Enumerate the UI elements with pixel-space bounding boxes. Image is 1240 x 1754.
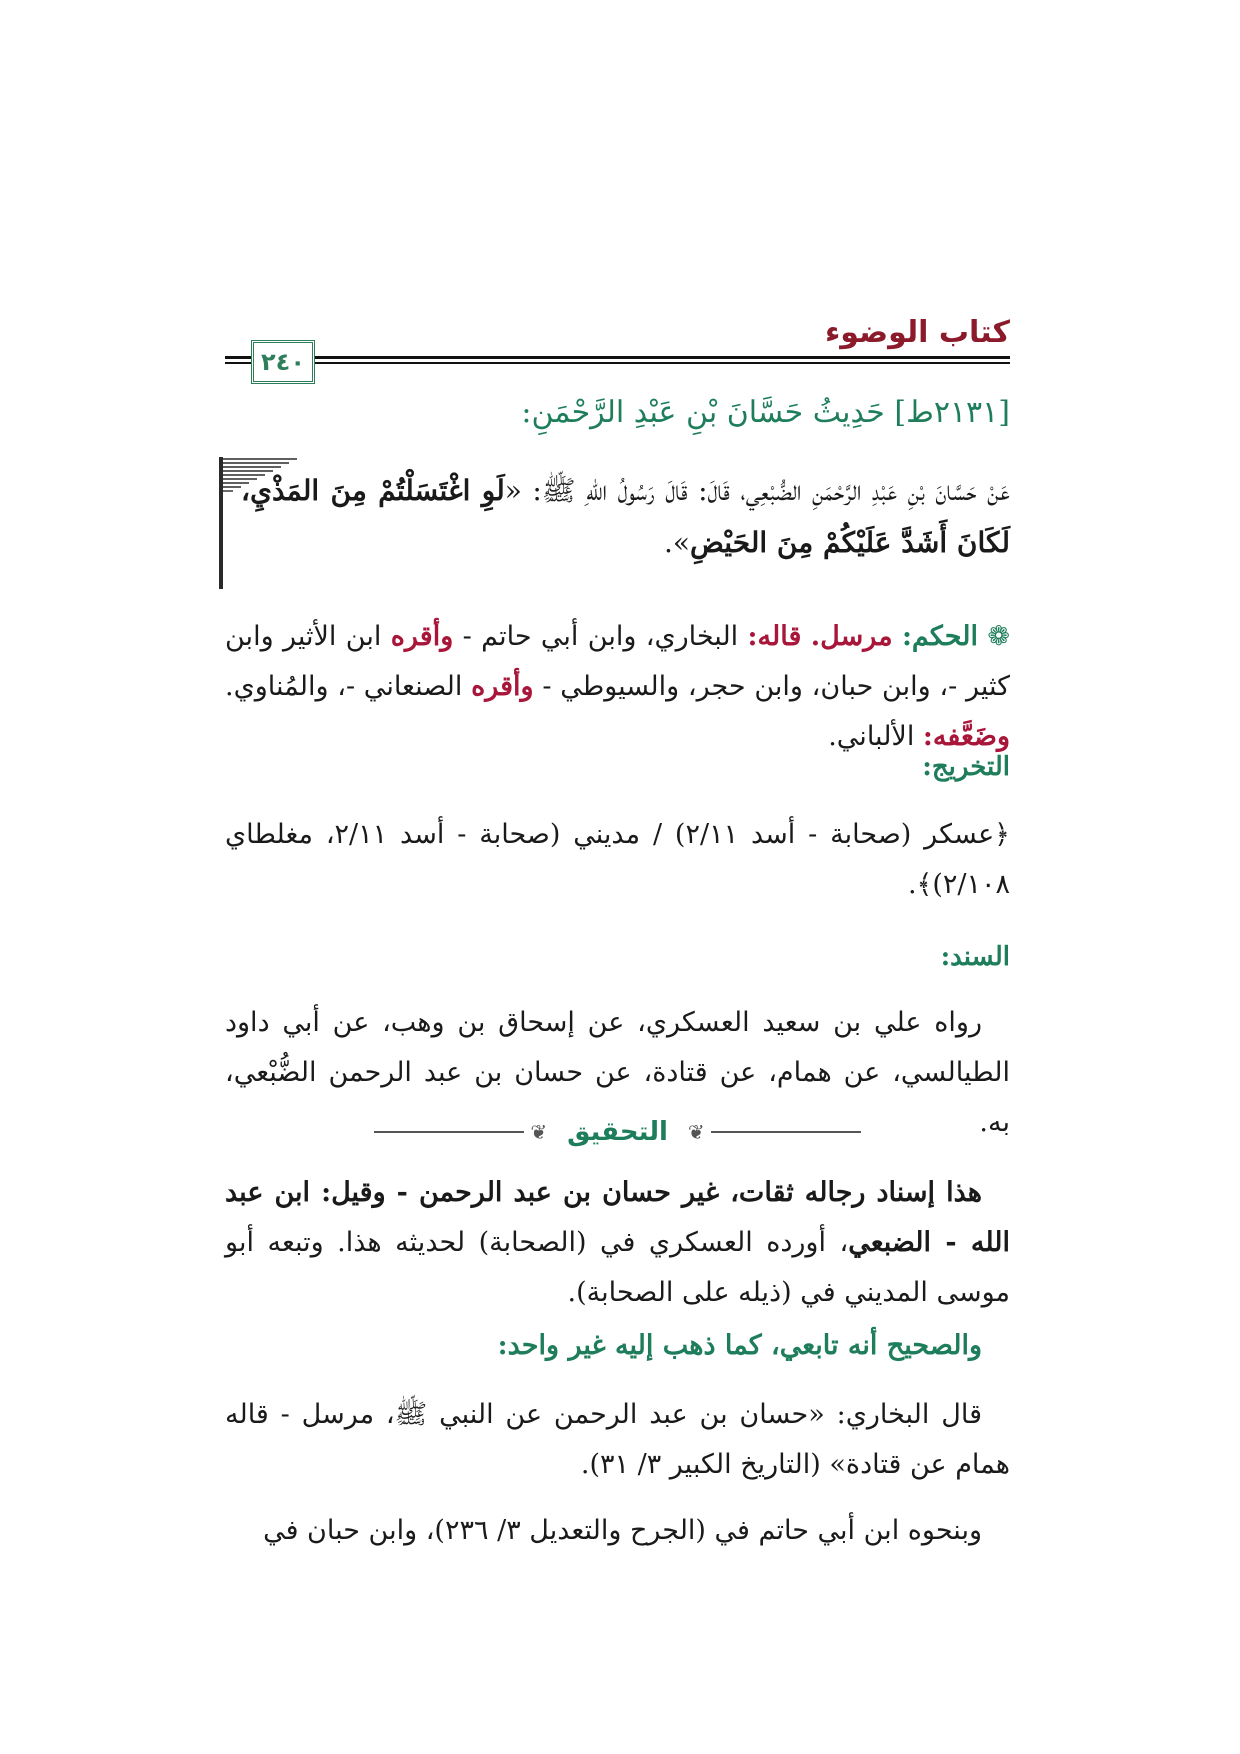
hadith-text-intro: عَنْ حَسَّانَ بْنِ عَبْدِ الرَّحْمَنِ الضُّبْعِي، قَالَ: قَالَ رَسُولُ اللهِ ﷺ: « bbox=[504, 474, 1010, 507]
hukm-text-2: ابن الأثير وابن كثير -، وابن حبان، وابن حجر، والسيوطي - bbox=[225, 621, 1010, 702]
hukm-text-4: الألباني. bbox=[828, 721, 923, 752]
ornament-icon: ❦ bbox=[687, 1120, 705, 1144]
hadith-box-border bbox=[219, 457, 223, 589]
header-rule-bottom bbox=[225, 362, 1010, 364]
page-number-box bbox=[251, 340, 315, 384]
page-number: ٢٤٠ bbox=[261, 348, 305, 376]
takhrij-heading: التخريج: bbox=[922, 752, 1010, 782]
hadith-text-box bbox=[225, 465, 1010, 585]
hadith-text-end: ». bbox=[663, 526, 690, 559]
header-rule-top bbox=[225, 356, 1010, 359]
header-rule bbox=[225, 356, 1010, 365]
flower-icon: ❁ bbox=[987, 621, 1010, 652]
hadith-matn: لَوِ اغْتَسَلْتُمْ مِنَ المَذْيِ، لَكَانَ أَشَدَّ عَلَيْكُمْ مِنَ الحَيْضِ bbox=[241, 474, 1010, 559]
book-page bbox=[225, 0, 1010, 1754]
divider-line-left bbox=[374, 1131, 524, 1133]
divider-line-right bbox=[711, 1131, 861, 1133]
tahqiq-heading: التحقيق bbox=[567, 1117, 668, 1147]
sahih-heading: والصحيح أنه تابعي، كما ذهب إليه غير واحد: bbox=[497, 1330, 982, 1361]
hukm-text-1: البخاري، وابن أبي حاتم - bbox=[453, 621, 739, 652]
sanad-text: رواه علي بن سعيد العسكري، عن إسحاق بن وهب، عن أبي داود الطيالسي، عن همام، عن قتادة، عن حسان بن عبد الرحمن الضُّبْعي، به. bbox=[225, 1007, 1010, 1138]
takhrij-text: ﴿عسكر (صحابة - أسد ٢/١١) / مديني (صحابة - أسد ٢/١١، مغلطاي ٢/١٠٨)﴾. bbox=[225, 819, 1010, 900]
hadith-title: حَدِيثُ حَسَّانَ بْنِ عَبْدِ الرَّحْمَنِ: bbox=[521, 395, 885, 430]
hukm-text-3: الصنعاني -، والمُناوي. bbox=[225, 671, 472, 702]
hadith-heading bbox=[521, 395, 1010, 430]
bukhari-quote: قال البخاري: «حسان بن عبد الرحمن عن النبي ﷺ، مرسل - قاله همام عن قتادة» (التاريخ الكبير ٣/ ٣١). bbox=[225, 1399, 1010, 1480]
tahqiq-divider bbox=[225, 1112, 1010, 1152]
tahqiq-bold-lead: هذا إسناد رجاله ثقات، غير حسان بن عبد الرحمن - وقيل: ابن عبد الله - الضبعي bbox=[225, 1177, 1011, 1258]
running-header-title: كتاب الوضوء bbox=[824, 315, 1010, 350]
tahqiq-paragraph-1 bbox=[225, 1168, 1010, 1318]
ornament-icon: ❦ bbox=[530, 1120, 548, 1144]
last-line: وبنحوه ابن أبي حاتم في (الجرح والتعديل ٣/ ٢٣٦)، وابن حبان في bbox=[263, 1515, 982, 1546]
sanad-heading: السند: bbox=[940, 942, 1010, 972]
hukm-label: الحكم: bbox=[901, 621, 978, 652]
hadith-text bbox=[241, 465, 1010, 569]
hukm-verdict: مرسل. bbox=[810, 621, 893, 652]
hukm-qalahu: قاله: bbox=[747, 621, 802, 652]
hukm-paragraph bbox=[225, 612, 1010, 762]
hukm-aqarrahu-2: وأقره bbox=[471, 671, 534, 702]
hadith-number: [٢١٣١ط] bbox=[894, 395, 1010, 430]
hukm-daafahu: وضَعَّفه: bbox=[922, 721, 1010, 752]
tahqiq-rest: ، أورده العسكري في (الصحابة) لحديثه هذا. وتبعه أبو موسى المديني في (ذيله على الصحابة). bbox=[225, 1227, 1010, 1308]
hukm-aqarrahu-1: وأقره bbox=[390, 621, 454, 652]
